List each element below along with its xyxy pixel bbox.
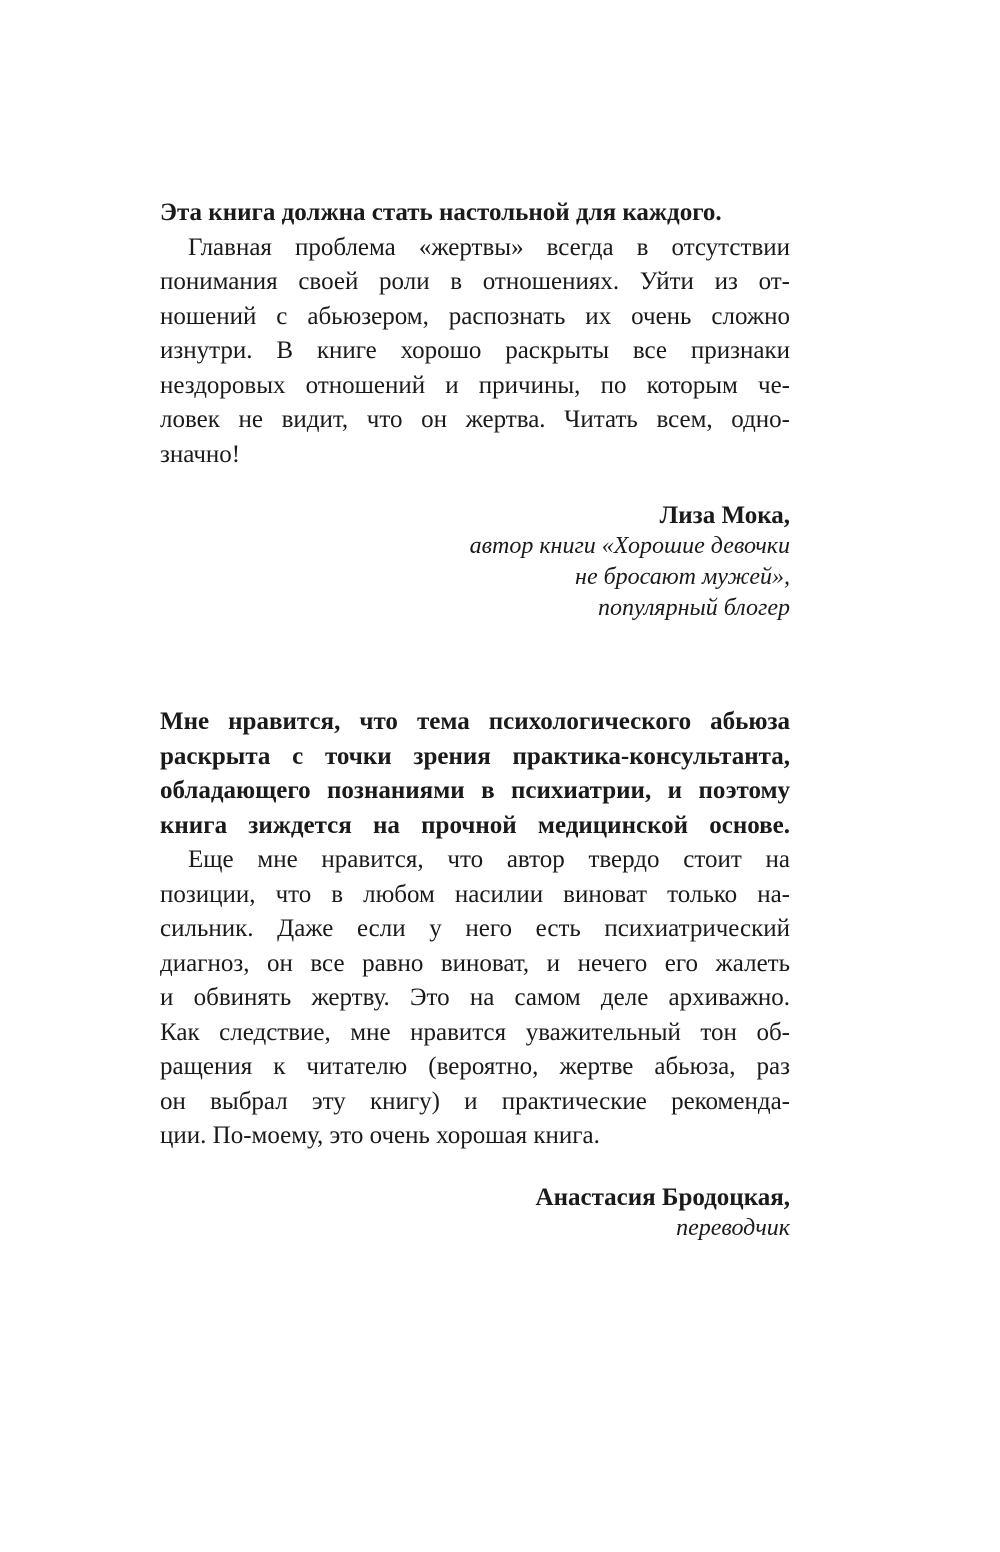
body-line: Еще мне нравится, что автор твердо стоит на <box>188 846 790 873</box>
review-attribution <box>160 500 790 624</box>
author-name: Лиза Мока, <box>659 502 790 529</box>
review-lead <box>160 196 790 231</box>
author-role-line: популярный блогер <box>597 595 790 621</box>
review-body <box>160 843 790 1154</box>
review-body <box>160 231 790 473</box>
author-role-line: переводчик <box>676 1214 790 1241</box>
lead-line: раскрыта с точки зрения практика-консультанта, <box>160 742 790 770</box>
body-line: изнутри. В книге хорошо раскрыты все признаки <box>160 337 790 364</box>
review-lead <box>160 705 790 843</box>
lead-line: книга зиждется на прочной медицинской основе. <box>160 811 790 839</box>
author-role-line: автор книги «Хорошие девочки <box>469 533 790 559</box>
body-line: ции. По-моему, это очень хорошая книга. <box>160 1122 600 1149</box>
author-role-line: не бросают мужей», <box>575 564 790 590</box>
author-name: Анастасия Бродоцкая, <box>535 1183 790 1211</box>
body-line: сильник. Даже если у него есть психиатрический <box>160 915 790 942</box>
body-line: ловек не видит, что он жертва. Читать всем, одно- <box>160 406 790 433</box>
body-line: понимания своей роли в отношениях. Уйти из от- <box>160 268 790 295</box>
review-liza-moka <box>160 196 790 624</box>
body-line: нездоровых отношений и причины, по которым че- <box>160 371 790 399</box>
body-line: он выбрал эту книгу) и практические рекоменда- <box>160 1087 790 1115</box>
body-line: Как следствие, мне нравится уважительный тон об- <box>160 1018 790 1046</box>
body-line: ращения к читателю (вероятно, жертве абьюза, раз <box>160 1053 790 1080</box>
lead-line: Мне нравится, что тема психологического абьюза <box>160 708 790 735</box>
body-line: значно! <box>160 440 241 468</box>
body-line: позиции, что в любом насилии виноват только на- <box>160 880 790 908</box>
body-line: Главная проблема «жертвы» всегда в отсутствии <box>188 233 790 261</box>
body-line: диагноз, он все равно виноват, и нечего его жалеть <box>160 949 790 977</box>
review-attribution <box>160 1182 790 1244</box>
lead-line: Эта книга должна стать настольной для каждого. <box>160 199 722 226</box>
body-line: и обвинять жертву. Это на самом деле архиважно. <box>160 984 790 1011</box>
lead-line: обладающего познаниями в психиатрии, и поэтому <box>160 777 790 804</box>
review-anastasia-brodotskaya <box>160 705 790 1244</box>
body-line: ношений с абьюзером, распознать их очень сложно <box>160 302 790 330</box>
